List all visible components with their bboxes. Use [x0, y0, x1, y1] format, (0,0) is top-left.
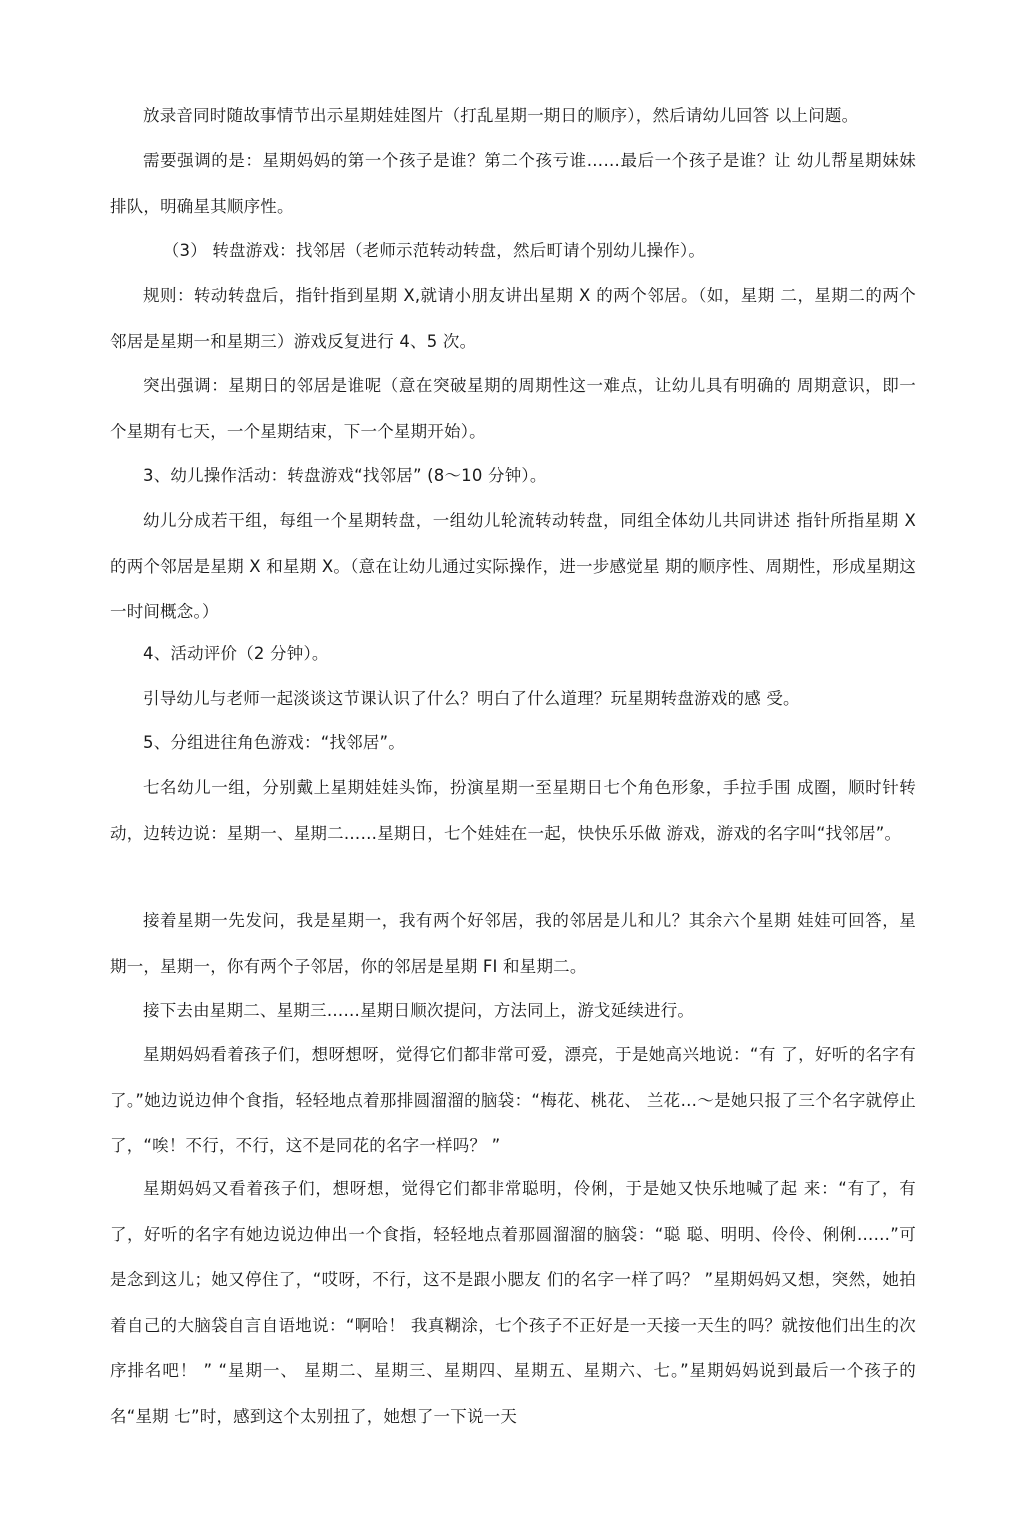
- paragraph-15: 星期妈妈又看着孩子们，想呀想，觉得它们都非常聪明，伶俐，于是她又快乐地喊了起 来：“有了，有了，好听的名字有她边说边伸出一个食指，轻轻地点着那圆溜溜的脑袋：“聪 聪、明明、伶伶、俐俐……”可是念到这儿；她又停住了，“哎呀，不行，这不是跟小腮友 们的名字一样了吗？ ”星期妈妈又想，突然，她拍着自己的大脑袋自言自语地说：“啊哈！ 我真糊涂，七个孩子不正好是一天接一天生的吗？就按他们出生的次序排名吧！ ” “星期一、 星期二、星期三、星期四、星期五、星期六、七。”星期妈妈说到最后一个孩子的名“星期 七”时，感到这个太别扭了，她想了一下说一天: [110, 1179, 916, 1426]
- paragraph-7: 幼儿分成若干组，每组一个星期转盘，一组幼儿轮流转动转盘，同组全体幼儿共同讲述 指针所指星期 X 的两个邻居是星期 X 和星期 X。（意在让幼儿通过实际操作，进一步感觉星 期的顺序性、周期性，形成星期这一时间概念。）: [110, 511, 916, 621]
- paragraph-6: 3、幼儿操作活动：转盘游戏“找邻居” (8～10 分钟）。: [143, 466, 547, 485]
- paragraph-2: 需要强调的是：星期妈妈的第一个孩子是谁？第二个孩亏谁……最后一个孩子是谁？让 幼儿帮星期妹妹排队，明确星其顺序性。: [110, 151, 916, 216]
- paragraph-12: 接着星期一先发问，我是星期一，我有两个好邻居，我的邻居是儿和儿？其余六个星期 娃娃可回答，星期一，星期一，你有两个子邻居，你的邻居是星期 FI 和星期二。: [110, 911, 916, 976]
- paragraph-1: 放录音同时随故事情节出示星期娃娃图片（打乱星期一期日的顺序），然后请幼儿回答 以上问题。: [143, 106, 859, 125]
- paragraph-14: 星期妈妈看着孩子们，想呀想呀，觉得它们都非常可爱，漂亮，于是她高兴地说：“有 了，好听的名字有了。”她边说边伸个食指，轻轻地点着那排圆溜溜的脑袋：“梅花、桃花、 兰花…～是她只报了三个名字就停止了，“唉！不行，不行，这不是同花的名字一样吗？ ”: [110, 1045, 916, 1155]
- paragraph-11: 七名幼儿一组，分别戴上星期娃娃头饰，扮演星期一至星期日七个角色形象，手拉手围 成圈，顺时针转动，边转边说：星期一、星期二……星期日，七个娃娃在一起，快快乐乐做 游戏，游戏的名字叫“找邻居”。: [110, 778, 916, 843]
- paragraph-8: 4、活动评价（2 分钟）。: [143, 644, 329, 663]
- paragraph-5: 突出强调：星期日的邻居是谁呢（意在突破星期的周期性这一难点，让幼儿具有明确的 周期意识，即一个星期有七天，一个星期结束，下一个星期开始）。: [110, 376, 916, 441]
- paragraph-3: （3） 转盘游戏：找邻居（老师示范转动转盘，然后町请个别幼儿操作）。: [162, 241, 706, 260]
- paragraph-9: 引导幼儿与老师一起淡谈这节课认识了什么？明白了什么道理？玩星期转盘游戏的感 受。: [143, 689, 800, 708]
- paragraph-13: 接下去由星期二、星期三……星期日顺次提问，方法同上，游戈延续进行。: [143, 1001, 695, 1020]
- paragraph-10: 5、分组进往角色游戏：“找邻居”。: [143, 733, 405, 752]
- paragraph-4: 规则：转动转盘后，指针指到星期 X,就请小朋友讲出星期 X 的两个邻居。（如，星期 二，星期二的两个邻居是星期一和星期三）游戏反复进行 4、5 次。: [110, 286, 916, 351]
